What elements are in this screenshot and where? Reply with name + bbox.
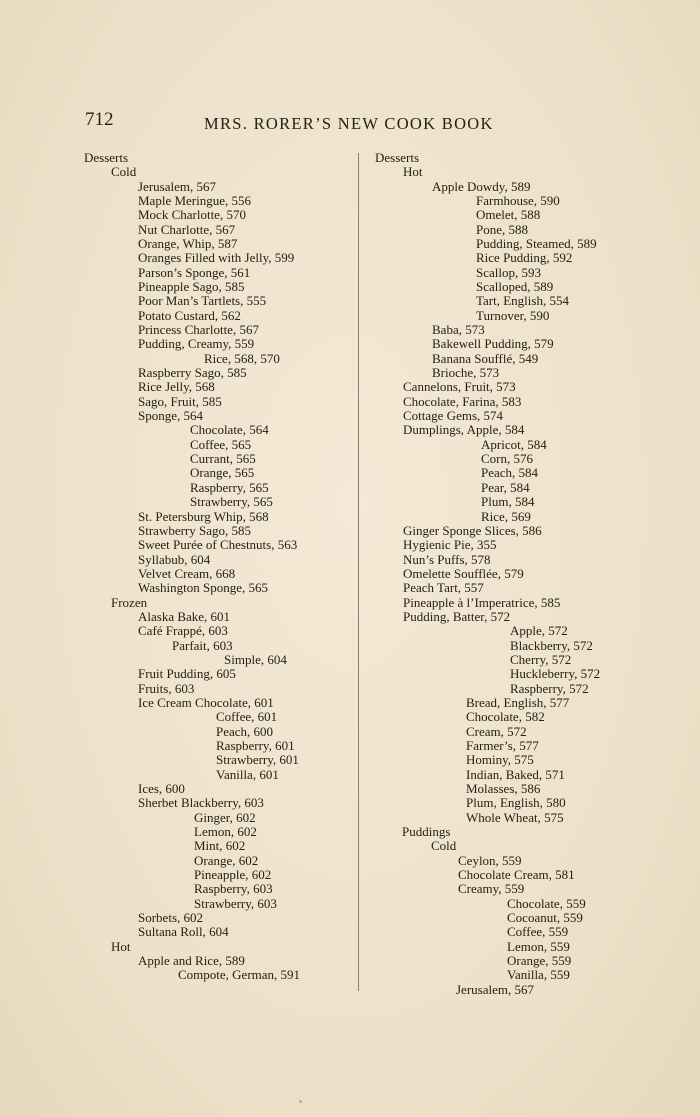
right-index-entry: Rice, 569 [481,508,531,524]
right-index-entry: Huckleberry, 572 [510,666,601,682]
left-index-entry: Strawberry, 565 [190,494,273,510]
left-index-entry: Apple and Rice, 589 [138,953,245,969]
left-index-entry: Chocolate, 564 [190,422,269,438]
right-index-entry: Desserts [375,150,420,165]
right-index-entry: Creamy, 559 [458,881,525,897]
left-index-entry: Ice Cream Chocolate, 601 [138,694,274,710]
left-index-entry: Ginger, 602 [194,809,256,825]
left-index-entry: Currant, 565 [190,451,256,467]
right-index-entry: Vanilla, 559 [507,967,570,983]
left-index-entry: Coffee, 601 [216,709,278,725]
right-index-entry: Plum, 584 [481,494,535,510]
right-index-entry: Farmer’s, 577 [466,737,539,753]
left-index-entry: Coffee, 565 [190,436,252,452]
left-index-entry: Vanilla, 601 [216,766,279,782]
left-index-entry: Ices, 600 [138,780,185,796]
left-index-entry: Parfait, 603 [172,637,233,653]
right-index-entry: Apricot, 584 [481,436,547,452]
paper-speck [299,1100,302,1103]
left-index-entry: Sultana Roll, 604 [138,924,229,940]
left-index-entry: Rice Jelly, 568 [138,379,215,395]
right-index-entry: Raspberry, 572 [510,680,589,696]
left-index-entry: Desserts [84,150,129,165]
right-index-entry: Cocoanut, 559 [507,910,583,926]
left-index-entry: Orange, 565 [190,465,255,481]
right-index-entry: Whole Wheat, 575 [466,809,564,825]
left-index-entry: Simple, 604 [224,651,287,667]
right-index-entry: Brioche, 573 [432,365,500,381]
right-index-entry: Chocolate, 582 [466,709,545,725]
right-index-entry: Cherry, 572 [510,651,572,667]
right-index-entry: Chocolate, Farina, 583 [403,393,522,409]
left-index-entry: Velvet Cream, 668 [138,565,236,581]
right-index-entry: Turnover, 590 [476,307,550,323]
left-index-entry: Pudding, Creamy, 559 [138,336,255,352]
left-index-entry: Fruit Pudding, 605 [138,666,236,682]
left-index-entry: Cold [111,164,137,180]
right-index-entry: Dumplings, Apple, 584 [403,422,525,438]
left-index-entry: Syllabub, 604 [138,551,211,567]
right-index-entry: Hygienic Pie, 355 [403,537,497,553]
left-index-entry: Sorbets, 602 [138,910,203,926]
right-index-entry: Cold [431,838,457,854]
left-index-entry: Raspberry Sago, 585 [138,365,247,381]
right-index-entry: Omelet, 588 [476,207,541,223]
left-index-entry: Strawberry Sago, 585 [138,522,252,538]
right-index-entry: Ginger Sponge Slices, 586 [403,522,542,538]
page-number: 712 [85,109,114,130]
right-index-entry: Peach, 584 [481,465,539,481]
left-index-entry: Lemon, 602 [194,823,257,839]
left-index-entry: Oranges Filled with Jelly, 599 [138,250,295,266]
right-index-entry: Tart, English, 554 [476,293,569,309]
right-index-entry: Indian, Baked, 571 [466,766,565,782]
right-index-entry: Peach Tart, 557 [403,580,484,596]
right-index-entry: Bakewell Pudding, 579 [432,336,554,352]
right-index-entry: Corn, 576 [481,451,533,467]
right-index-entry: Blackberry, 572 [510,637,593,653]
left-index-entry: Maple Meringue, 556 [138,193,252,209]
left-index-entry: Frozen [111,594,148,610]
right-index-entry: Pineapple à l’Imperatrice, 585 [403,594,561,610]
left-index-entry: Hot [111,938,131,954]
left-index-entry: Washington Sponge, 565 [138,580,269,596]
right-index-entry: Bread, English, 577 [466,694,570,710]
left-index-entry: Parson’s Sponge, 561 [138,264,251,280]
right-index-entry: Lemon, 559 [507,938,570,954]
left-index-entry: Potato Custard, 562 [138,307,241,323]
right-index-entry: Hot [403,164,423,180]
left-index-entry: Fruits, 603 [138,680,195,696]
left-index-entry: Strawberry, 603 [194,895,277,911]
right-index-entry: Pone, 588 [476,221,528,237]
left-index-entry: Nut Charlotte, 567 [138,221,236,237]
left-index-entry: Orange, 602 [194,852,259,868]
left-index-entry: Rice, 568, 570 [204,350,280,366]
right-index-entry: Ceylon, 559 [458,852,522,868]
right-index-entry: Banana Soufflé, 549 [432,350,539,366]
right-index-entry: Apple, 572 [510,623,568,639]
left-index-entry: Poor Man’s Tartlets, 555 [138,293,267,309]
left-index-entry: Sago, Fruit, 585 [138,393,222,409]
left-index-entry: Pineapple, 602 [194,867,272,882]
left-index-entry: St. Petersburg Whip, 568 [138,508,269,524]
right-index-entry: Scallop, 593 [476,264,541,280]
right-index-entry: Chocolate, 559 [507,895,586,911]
right-index-entry: Nun’s Puffs, 578 [403,551,491,567]
right-index-entry: Jerusalem, 567 [456,981,534,997]
right-index-entry: Farmhouse, 590 [476,193,560,209]
left-index-entry: Raspberry, 601 [216,737,295,753]
left-index-entry: Raspberry, 603 [194,881,273,897]
column-divider [358,153,359,991]
right-index-entry: Puddings [402,823,451,839]
left-index-entry: Sweet Purée of Chestnuts, 563 [138,537,298,553]
right-index-entry: Coffee, 559 [507,924,569,940]
left-index-entry: Alaska Bake, 601 [138,608,231,624]
left-index-entry: Raspberry, 565 [190,479,269,495]
left-index-entry: Peach, 600 [216,723,274,739]
left-index-entry: Mint, 602 [194,838,246,854]
right-index-entry: Chocolate Cream, 581 [458,867,575,882]
left-index-entry: Princess Charlotte, 567 [138,322,259,338]
right-index-entry: Plum, English, 580 [466,795,566,811]
left-index-entry: Compote, German, 591 [178,967,301,983]
right-index-entry: Cannelons, Fruit, 573 [403,379,516,395]
running-head: MRS. RORER’S NEW COOK BOOK [204,114,494,133]
left-index-entry: Strawberry, 601 [216,752,299,768]
left-index-entry: Orange, Whip, 587 [138,236,238,252]
right-index-entry: Pudding, Steamed, 589 [476,236,597,252]
left-index-entry: Jerusalem, 567 [138,178,216,194]
right-index-entry: Pudding, Batter, 572 [403,608,511,624]
right-index-entry: Molasses, 586 [466,780,541,796]
right-index-entry: Scalloped, 589 [476,279,554,295]
right-index-entry: Cottage Gems, 574 [403,408,504,424]
left-index-entry: Sherbet Blackberry, 603 [138,795,264,811]
left-index-entry: Café Frappé, 603 [138,623,228,639]
right-index-entry: Cream, 572 [466,723,527,739]
right-index-entry: Rice Pudding, 592 [476,250,573,266]
right-index-entry: Omelette Soufflée, 579 [403,565,524,581]
right-index-entry: Orange, 559 [507,953,572,969]
left-index-entry: Mock Charlotte, 570 [138,207,246,223]
right-index-entry: Apple Dowdy, 589 [432,178,531,194]
right-index-entry: Hominy, 575 [466,752,534,768]
left-index-entry: Pineapple Sago, 585 [138,279,245,295]
right-index-entry: Baba, 573 [432,322,485,338]
left-index-entry: Sponge, 564 [138,408,203,424]
right-index-entry: Pear, 584 [481,479,530,495]
